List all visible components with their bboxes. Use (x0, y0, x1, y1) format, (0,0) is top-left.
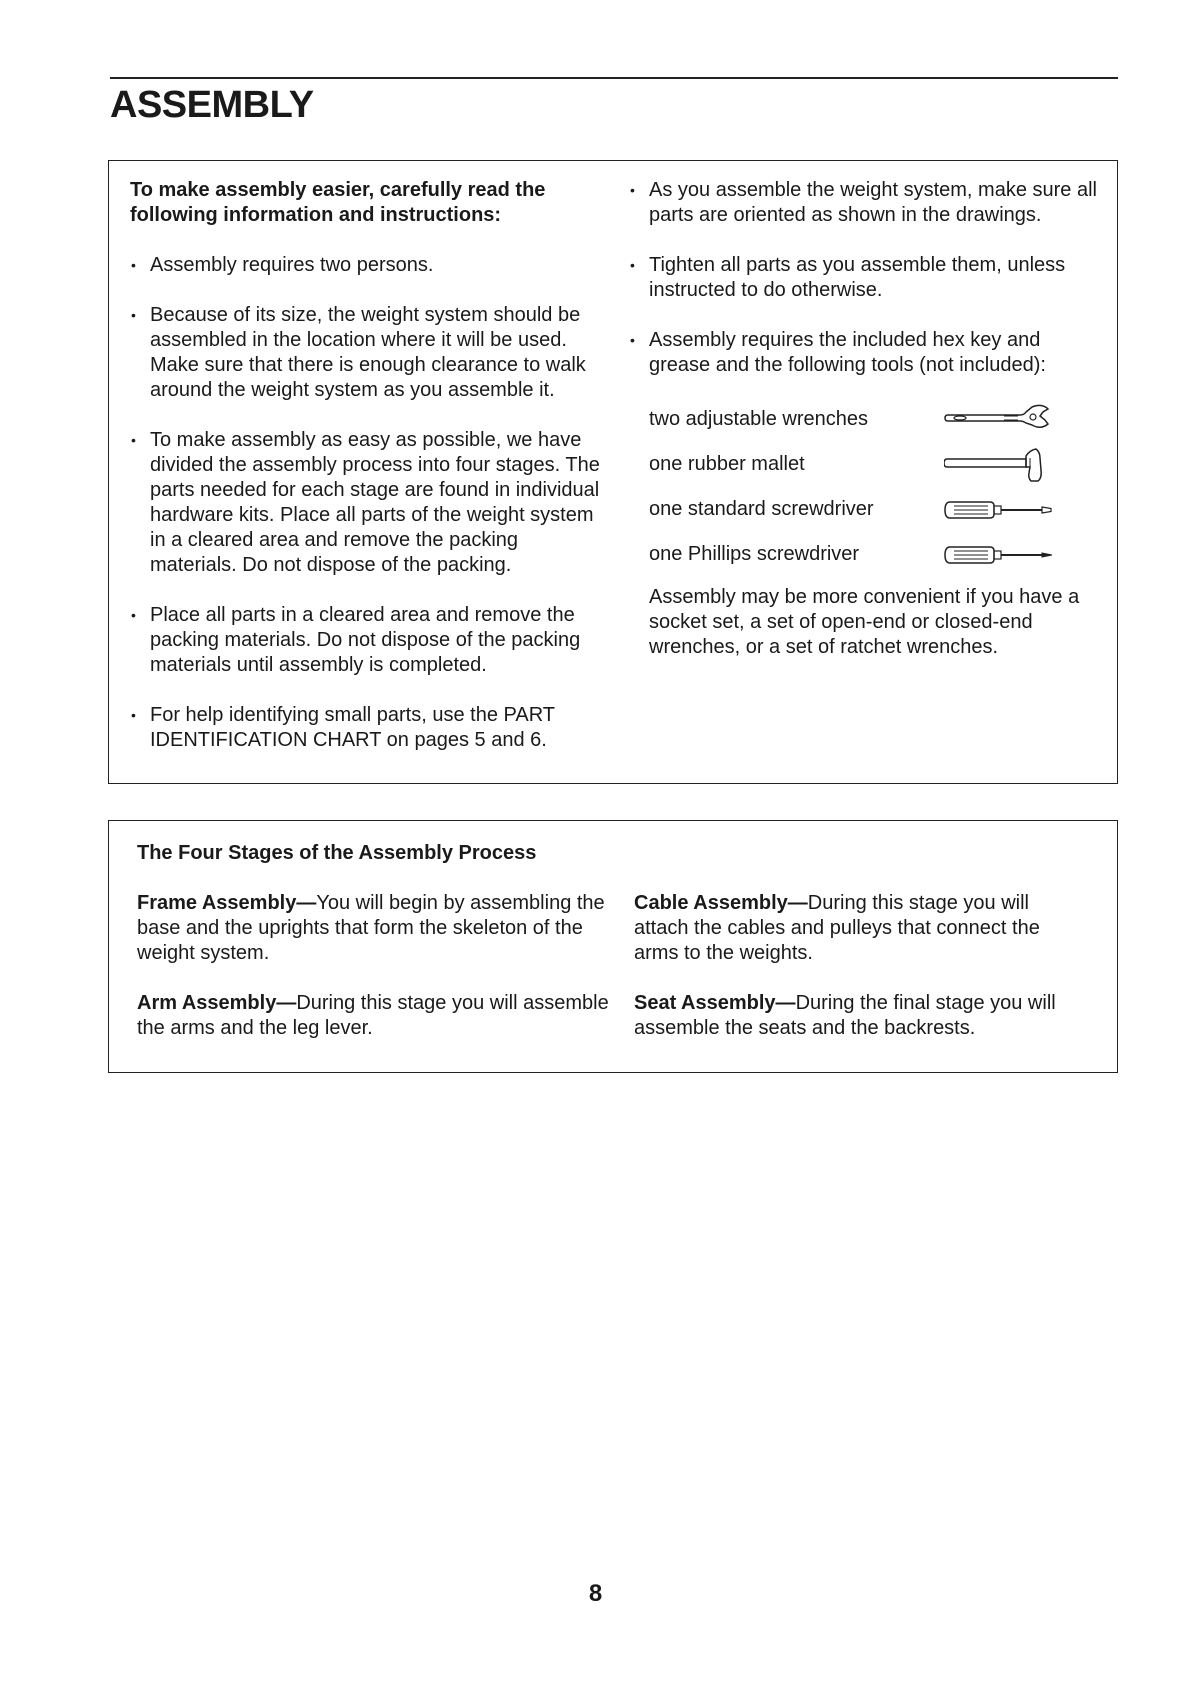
header-rule (110, 77, 1118, 79)
optional-tools-note: Assembly may be more convenient if you have a socket set, a set of open-end or closed-end wrenches, or a set of ratchet wrenches. (649, 586, 1080, 658)
tool-row (649, 442, 1104, 487)
rubber-mallet-icon (944, 448, 1054, 482)
bullet-two-persons: • Assembly requires two persons. (130, 253, 600, 278)
assembly-stages-box (108, 820, 1118, 1073)
stage-arm-assembly (137, 991, 634, 1041)
page-number: 8 (588, 1580, 603, 1607)
stage-description: During the final stage you will assemble the seats and the backrests. (634, 992, 1056, 1039)
bullet-tools-required: • Assembly requires the included hex key and grease and the following tools (not included): (629, 328, 1104, 378)
stage-name: Seat Assembly— (634, 992, 796, 1014)
stages-title: The Four Stages of the Assembly Process (137, 842, 537, 864)
tool-row (649, 532, 1104, 577)
instructions-box (108, 160, 1118, 784)
stage-name: Cable Assembly— (634, 892, 808, 914)
tool-row (649, 397, 1104, 442)
left-bullet-list (130, 253, 600, 753)
bullet-location: • Because of its size, the weight system should be assembled in the location where it will be used. Make sure that there is enough clearance to walk around the weight system as you assemble it. (130, 303, 600, 403)
instructions-left-column (130, 178, 600, 778)
bullet-tighten: • Tighten all parts as you assemble them, unless instructed to do otherwise. (629, 253, 1104, 303)
standard-screwdriver-icon (944, 493, 1054, 527)
stage-name: Arm Assembly— (137, 992, 297, 1014)
stage-name: Frame Assembly— (137, 892, 317, 914)
bullet-orientation: • As you assemble the weight system, make sure all parts are oriented as shown in the drawings. (629, 178, 1104, 228)
stage-cable-assembly (634, 891, 1074, 966)
adjustable-wrench-icon (944, 403, 1054, 437)
instructions-right-column (629, 178, 1104, 660)
tool-label: one standard screwdriver (649, 498, 874, 520)
bullet-four-stages: • To make assembly as easy as possible, we have divided the assembly process into four stages. The parts needed for each stage are found in individual hardware kits. Place all parts of the weight system in a cleared area and remove the packing materials. Do not dispose of the packing. (130, 428, 600, 578)
stages-grid (137, 891, 1097, 1041)
tool-label: one rubber mallet (649, 453, 805, 475)
stages-content (137, 841, 1097, 1041)
stage-description: You will begin by assembling the base and the uprights that form the skeleton of the weight system. (137, 892, 605, 964)
tool-label: one Phillips screwdriver (649, 543, 860, 565)
right-bullet-list (629, 178, 1104, 378)
stage-description: During this stage you will attach the cables and pulleys that connect the arms to the weights. (634, 892, 1040, 964)
bullet-cleared-area: • Place all parts in a cleared area and remove the packing materials. Do not dispose of the packing materials until assembly is completed. (130, 603, 600, 678)
stage-description: During this stage you will assemble the arms and the leg lever. (137, 992, 609, 1039)
tools-list (649, 397, 1104, 577)
tool-row (649, 487, 1104, 532)
stage-seat-assembly (634, 991, 1074, 1041)
page-title: ASSEMBLY (110, 84, 314, 126)
phillips-screwdriver-icon (944, 538, 1054, 572)
instructions-intro: To make assembly easier, carefully read the following information and instructions: (130, 179, 546, 226)
bullet-part-identification: • For help identifying small parts, use the PART IDENTIFICATION CHART on pages 5 and 6. (130, 703, 600, 753)
tool-label: two adjustable wrenches (649, 408, 869, 430)
stage-frame-assembly (137, 891, 634, 966)
